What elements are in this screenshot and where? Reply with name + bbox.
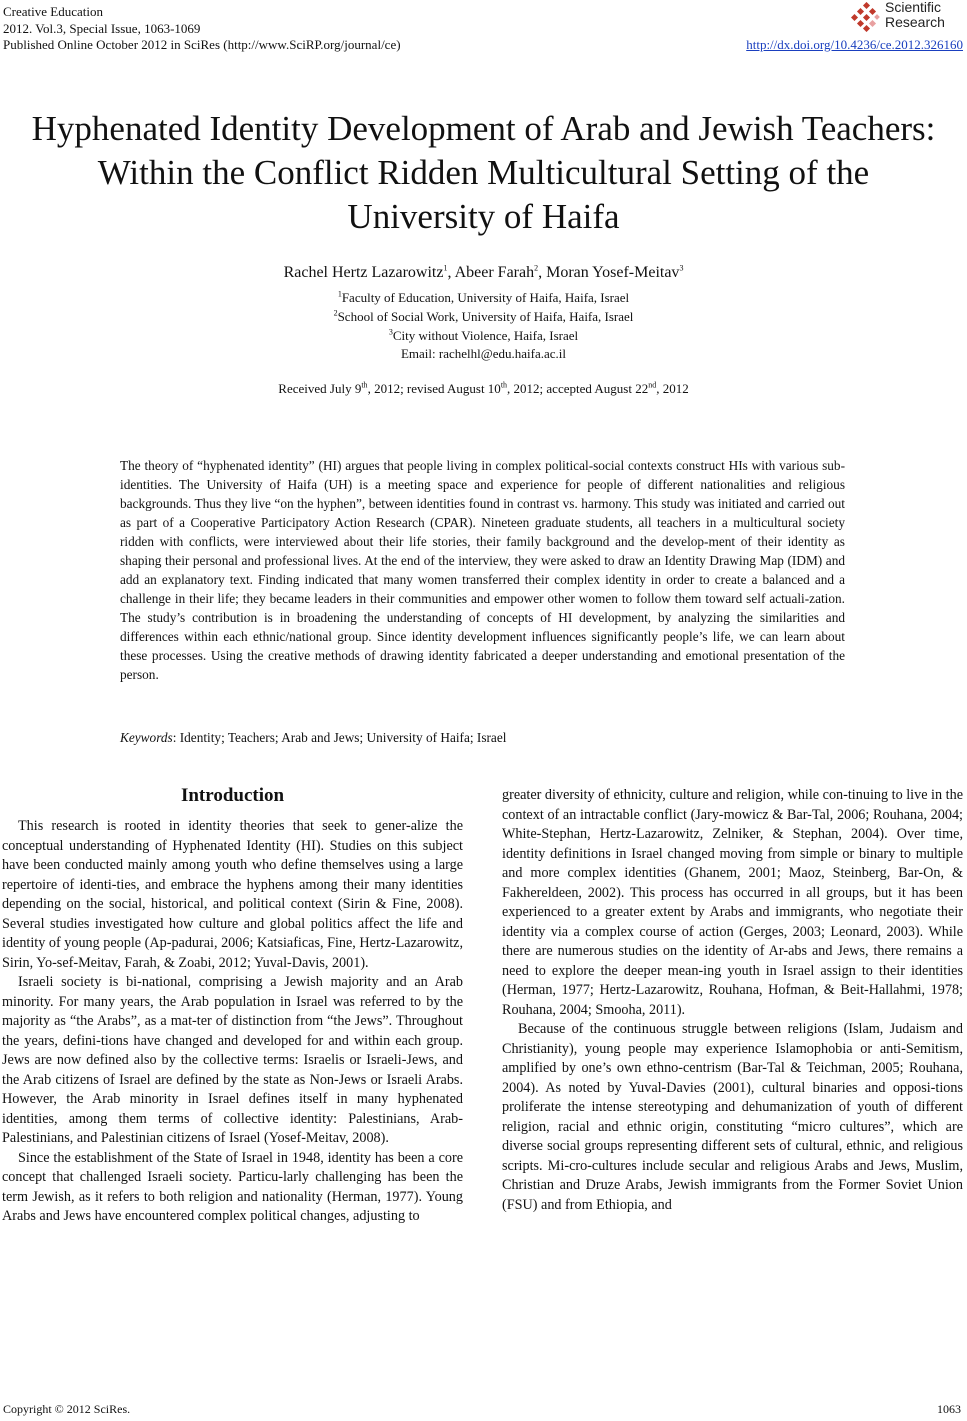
affiliation: $^2$School of Social Work, University of Haifa, Haifa, Israel <box>333 308 634 324</box>
author-list: Rachel Hertz Lazarowitz$^1$, Abeer Farah$^2$, Moran Yosef-Meitav$^3$ <box>283 263 684 281</box>
scientific-research-logo-icon <box>851 2 881 32</box>
publisher-logo <box>851 0 961 36</box>
paragraph: greater diversity of ethnicity, culture and religion, while con-tinuing to live in the context of an intractable conflict (Jary-mowicz & Bar-Tal, 2006; Rouhana, 2004; White-Stephan, Hertz-Lazarowitz, Zelniker, & Stephan, 2004). Over time, identity definitions in Israel changed moving from simple or binary to multiple and more complex identities (Ghanem, 2001; Maoz, Steinberg, Bar-On, & Fakhereldeen, 2002). This process has occurred in all groups, but it has been experienced to a greater extent by Arabs and immigrants, who negotiate their identity via a complex course of action (Gerges, 2003; Leonard, 2003). While there are numerous studies on the identity of Ar-abs and Jews, there remains a need to explore the deeper mean-ing youth in Israel assign to their identities (Herman, 1977; Hertz-Lazarowitz, Rouhana, Hofman, & Beit-Hallahmi, 1978; Rouhana, 2004; Smooha, 2011). <box>502 787 963 1018</box>
author-email: Email: rachelhl@edu.haifa.ac.il <box>400 346 566 361</box>
paragraph: This research is rooted in identity theories that seek to gener-alize the conceptual understanding of Hyphenated Identity (HI). Studies on this subject have been conducted mainly among youth who define themselves using a large repertoire of identi-ties, and embrace the hyphens among their many identities depending on the social, historical, and political context (Sirin & Fine, 2008). Several studies investigated how culture and global politics affect the life and identity of young people (Ap-padurai, 2006; Katsiaficas, Fine, Hertz-Lazarowitz, Sirin, Yo-sef-Meitav, Farah, & Zoabi, 2012; Yuval-Davis, 2001). <box>2 818 463 971</box>
title-line-1: Hyphenated Identity Development of Arab and Jewish Teachers: <box>31 109 936 148</box>
paragraph: Since the establishment of the State of Israel in 1948, identity has been a core concept that challenged Israeli society. Particu-larly challenging has been the term Jewish, as it refers to both religion and nationality (Herman, 1977). Young Arabs and Jews have encountered complex political changes, adjusting to <box>2 1149 463 1224</box>
section-heading: Introduction <box>180 785 285 806</box>
journal-name: Creative Education <box>3 4 103 19</box>
doi-link[interactable]: http://dx.doi.org/10.4236/ce.2012.326160 <box>746 37 963 52</box>
affiliation: $^3$City without Violence, Haifa, Israel <box>388 327 579 343</box>
publication-info: Published Online October 2012 in SciRes (http://www.SciRP.org/journal/ce) <box>3 37 401 52</box>
author-name: Moran Yosef-Meitav <box>546 264 680 281</box>
title-line-2: Within the Conflict Ridden Multicultural Setting of the <box>97 153 870 192</box>
abstract: The theory of “hyphenated identity” (HI) argues that people living in complex political-social contexts construct HIs with various sub-identities. The University of Haifa (UH) is a meeting space and experience for people of different nationalities and religious backgrounds. Thus they live “on the hyphen”, between identities found in contrast vs. harmony. This study was initiated and carried out as part of a Cooperative Participatory Action Research (CPAR). Nineteen graduate students, all teachers in a multicultural society ridden with conflicts, were interviewed about their life stories, their family background and the develop-ment of their identity as shaping their personal and professional lives. At the end of the interview, they were asked to draw an Identity Drawing Map (IDM) and add an explanatory text. Finding indicated that many women transferred their complex identity in order to create a balanced and a challenge in their life; they became leaders in their communities and empower other women to follow them toward self actuali-zation. The study’s contribution is in broadening the understanding of concepts of HI development, by analyzing the similarities and differences within each ethnic/national group. Since identity development influences significantly people’s life, we can learn about these processes. Using the creative methods of drawing identity fabricated a deeper understanding and emotional presentation of the person. <box>120 458 845 682</box>
paragraph: Because of the continuous struggle between religions (Islam, Judaism and Christianity), young people may experience Islamophobia or anti-Semitism, amplified by one’s own ethno-centrism (Bar-Tal & Teichman, 2005; Rouhana, 2004). As noted by Yuval-Davies (2001), cultural binaries and opposi-tions proliferate the intense stereotyping and dehumanization of youth of different religion, racial and ethnic origin, constituting “micro cultures”, which are diverse social groups representing different sets of cultural, ethnic, and religious scripts. Mi-cro-cultures include secular and religious Arabs and Jews, Muslim, Christian and Druze Arabs, Jewish immigrants from the Former Soviet Union (FSU) and from Ethiopia, and <box>502 1021 963 1213</box>
author-name: Rachel Hertz Lazarowitz <box>283 264 444 281</box>
journal-header <box>3 4 401 54</box>
paragraph: Israeli society is bi-national, comprising a Jewish majority and an Arab minority. For many years, the Arab population in Israel was referred to by the majority as “the Arabs”, as a mat-ter of distinction from “the Jews”. Throughout the years, defini-tions have changed and developed for and within each group. Jews are now defined also by the collective terms: Israelis or Israeli-Jews, and the Arab citizens of Israel are defined by the state as Non-Jews or Israeli Arabs. However, the Arab minority in Israel defines itself in many hyphenated identities, among them terms of collective identity: Palestinians, Arab-Palestinians, and Palestinian citizens of Israel (Yosef-Meitav, 2008). <box>2 974 463 1146</box>
keywords-label: Keywords <box>120 730 173 745</box>
title-line-3: University of Haifa <box>347 197 620 236</box>
journal-issue: 2012. Vol.3, Special Issue, 1063-1069 <box>3 20 201 36</box>
logo-text: Scientific Research <box>885 0 945 30</box>
keywords: Keywords: Identity; Teachers; Arab and Jews; University of Haifa; Israel <box>120 730 507 745</box>
author-name: Abeer Farah <box>454 264 535 281</box>
right-column <box>502 786 963 1215</box>
copyright: Copyright © 2012 SciRes. <box>3 1402 131 1416</box>
received-dates: Received July 9th, 2012; revised August 10th, 2012; accepted August 22nd, 2012 <box>278 380 689 396</box>
affiliation: $^1$Faculty of Education, University of Haifa, Haifa, Israel <box>337 289 630 305</box>
page-number: 1063 <box>937 1402 961 1416</box>
left-column <box>2 784 463 1227</box>
paper-title <box>0 107 967 239</box>
